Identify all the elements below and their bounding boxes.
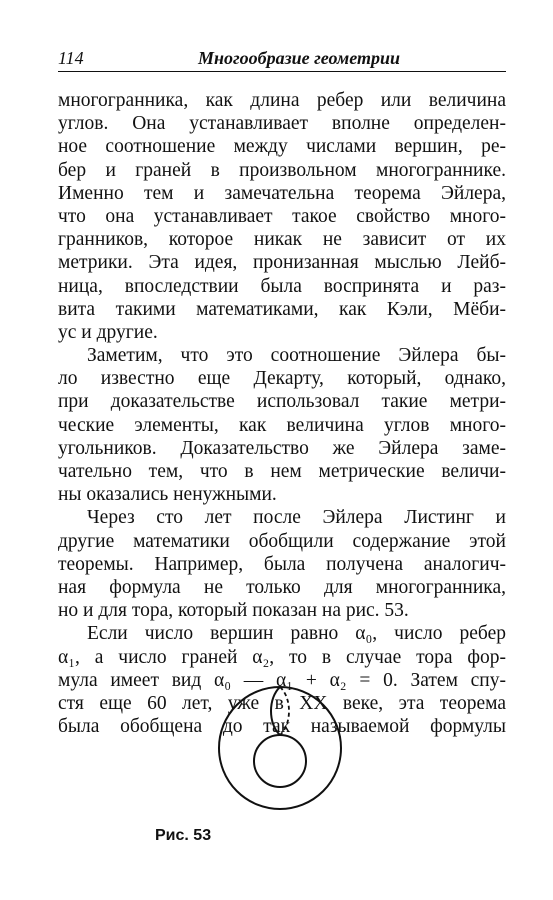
torus-figure <box>216 684 344 812</box>
figure-caption: Рис. 53 <box>155 827 212 844</box>
text-line: стя еще 60 лет, уже в XX веке, эта теорема <box>58 692 506 714</box>
text-line: ная формула не только для многогранника, <box>58 576 506 598</box>
text-line: но и для тора, который показан на рис. 53. <box>58 600 409 622</box>
header-rule <box>58 71 506 72</box>
page-number: 114 <box>58 48 84 68</box>
text-line: ное соотношение между числами вершин, ре- <box>58 136 506 158</box>
text-line: ло известно еще Декарту, который, однако, <box>58 368 506 390</box>
body-text <box>58 89 506 738</box>
torus-outer-circle <box>219 687 341 809</box>
text-line: вита такими математиками, как Кэли, Мёби- <box>58 298 506 320</box>
text-line: Через сто лет после Эйлера Листинг и <box>87 507 506 529</box>
text-line: Заметим, что это соотношение Эйлера бы- <box>87 345 506 367</box>
torus-inner-circle <box>254 735 306 787</box>
text-line: мула имеет вид α₀ — α₁ + α₂ = 0. Затем спу- <box>58 669 506 691</box>
text-line: ус и другие. <box>58 321 158 343</box>
text-line: ческие элементы, как величина углов много- <box>58 414 506 436</box>
text-line: метрики. Эта идея, пронизанная мыслью Лейб- <box>58 252 506 274</box>
text-line: теоремы. Например, была получена аналогич- <box>58 553 506 575</box>
text-line: бер и граней в произвольном многограннике. <box>58 159 506 181</box>
text-line: Если число вершин равно α₀, число ребер <box>87 623 506 645</box>
meridian-solid-arc <box>271 687 280 735</box>
text-line: что она устанавливает такое свойство много- <box>58 205 506 227</box>
meridian-dashed-arc <box>280 687 289 735</box>
text-line: Именно тем и замечательна теорема Эйлера, <box>58 182 506 204</box>
text-line: α₁, а число граней α₂, то в случае тора фор- <box>58 646 506 668</box>
text-line: другие математики обобщили содержание этой <box>58 530 506 552</box>
text-line: ны оказались ненужными. <box>58 484 277 506</box>
text-line: была обобщена до так называемой формулы <box>58 716 506 738</box>
text-line: угольников. Доказательство же Эйлера заме- <box>58 437 506 459</box>
running-title: Многообразие геометрии <box>198 48 400 68</box>
text-line: ница, впоследствии была воспринята и раз- <box>58 275 506 297</box>
text-line: многогранника, как длина ребер или величина <box>58 90 506 111</box>
text-line: гранников, которое никак не зависит от их <box>58 229 506 251</box>
text-line: при доказательстве использовал такие метри- <box>58 391 506 413</box>
text-line: углов. Она устанавливает вполне определен- <box>58 113 506 135</box>
page-header <box>58 44 506 72</box>
text-line: чательно тем, что в нем метрические величи- <box>58 461 506 482</box>
